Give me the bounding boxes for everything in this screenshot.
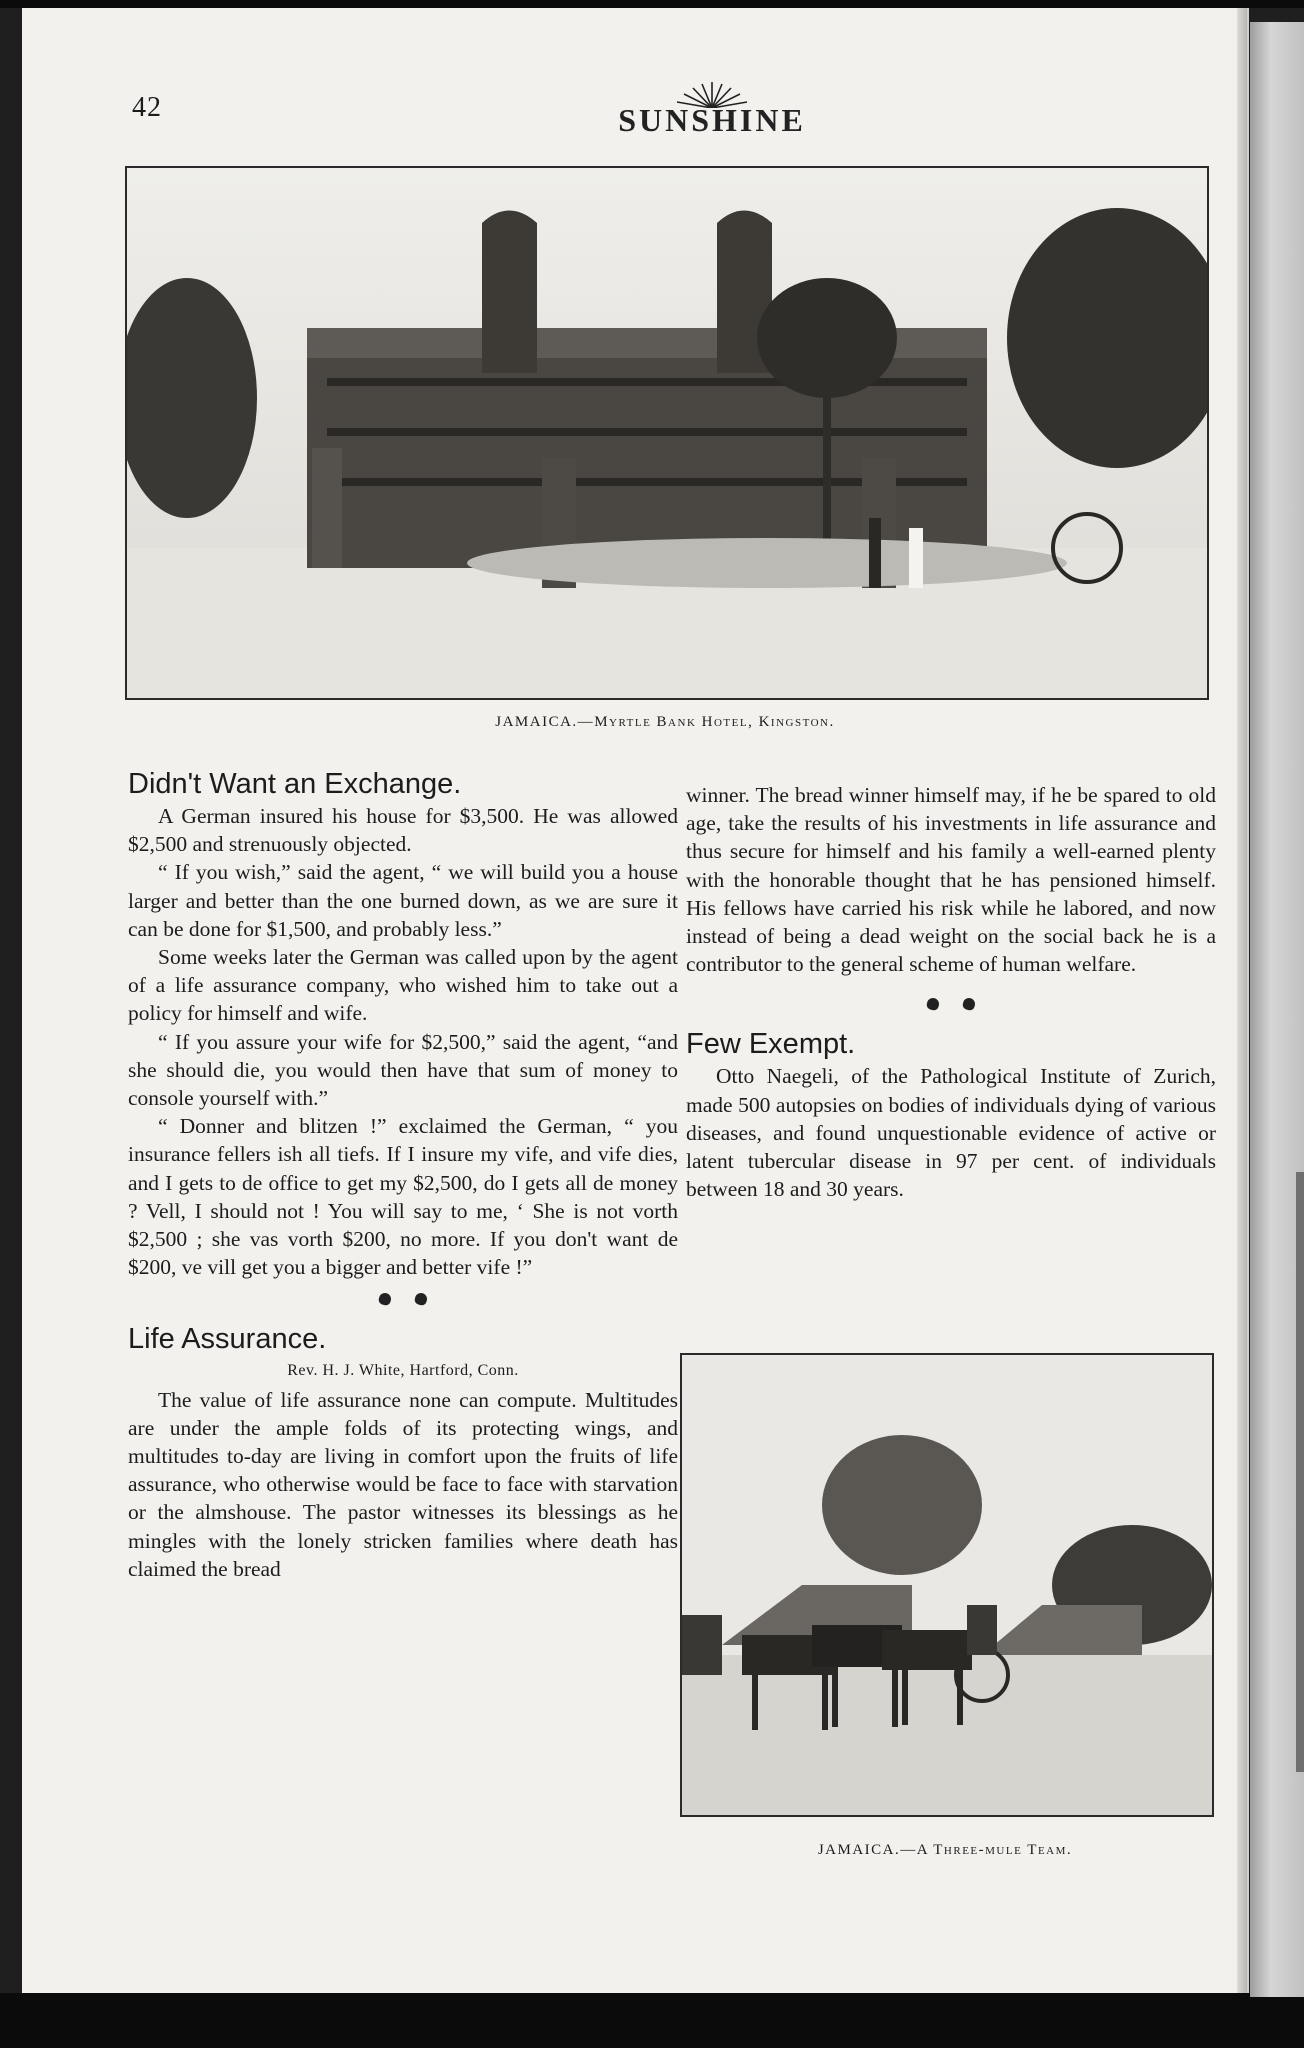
hotel-photo-caption [125, 714, 1205, 731]
article1-paragraph: “ If you assure your wife for $2,500,” said the agent, “and she should die, you would then have that sum of money to console yourself with.” [128, 1029, 678, 1111]
scan-bottom-border [0, 1993, 1304, 2048]
left-column [128, 766, 678, 1583]
article2-heading: Life Assurance. [128, 1323, 327, 1356]
masthead [597, 78, 827, 138]
hotel-caption-text: Myrtle Bank Hotel, Kingston. [594, 714, 835, 730]
mule-photo-caption [680, 1842, 1210, 1859]
hotel-photo [125, 166, 1209, 700]
article3-heading: Few Exempt. [686, 1028, 856, 1061]
adjacent-page-edge [1250, 22, 1304, 1997]
article2-paragraph: The value of life assurance none can compute. Multitudes are under the ample folds of its protecting wings, and multitudes to-day are living in comfort upon the fruits of life assurance, who otherwise would be face to face with starvation or the almshouse. The pastor witnesses its blessings as he mingles with the lonely stricken families where death has claimed the bread [128, 1387, 678, 1581]
article3-paragraph: Otto Naegeli, of the Pathological Institute of Zurich, made 500 autopsies on bodies of individuals dying of various diseases, and found unquestionable evidence of active or latent tubercular disease in 97 per cent. of individuals between 18 and 30 years. [686, 1064, 1216, 1202]
hotel-caption-lead: JAMAICA.— [495, 714, 595, 730]
page-fold-shadow [1237, 8, 1247, 1993]
article1-paragraph: “ Donner and blitzen !” exclaimed the German, “ you insurance fellers ish all tiefs. If I insure my vife, and vife dies, and I gets to de office to get my $2,500, do I gets all de money ? Vell, I should not ! You will say to me, ‘ She is not vorth $2,500 ; she vas vorth $200, no more. If you don't want de $200, ve vill get you a bigger and better vife !” [128, 1114, 678, 1280]
magazine-page [22, 8, 1247, 1993]
section-ornament [686, 986, 1216, 1026]
right-column [686, 781, 1216, 1203]
scan-top-border [0, 0, 1304, 8]
mule-caption-lead: JAMAICA.— [817, 1842, 917, 1858]
article1-heading: Didn't Want an Exchange. [128, 768, 462, 800]
article2-paragraph-continued: winner. The bread winner himself may, if he be spared to old age, take the results of his investments in life assurance and thus secure for himself and his family a well-earned plenty with the honorable thought that he has pensioned himself. His fellows have carried his risk while he labored, and now instead of being a dead weight on the social back he is a contributor to the general scheme of human welfare. [686, 783, 1216, 977]
article2-byline: Rev. H. J. White, Hartford, Conn. [287, 1362, 519, 1380]
section-ornament [128, 1281, 678, 1321]
article1-paragraph: Some weeks later the German was called upon by the agent of a life assurance company, who wished him to take out a policy for himself and wife. [128, 945, 678, 1026]
article1-paragraph: “ If you wish,” said the agent, “ we will build you a house larger and better than the one burned down, as we are sure it can be done for $1,500, and probably less.” [128, 860, 678, 941]
page-number: 42 [132, 92, 162, 123]
adjacent-page-photo [1296, 1172, 1304, 1772]
mule-caption-text: A Three-mule Team. [916, 1842, 1073, 1858]
mule-team-photo [680, 1353, 1214, 1817]
masthead-title: SUNSHINE [618, 102, 806, 138]
article1-paragraph: A German insured his house for $3,500. He was allowed $2,500 and strenuously objected. [128, 804, 678, 857]
